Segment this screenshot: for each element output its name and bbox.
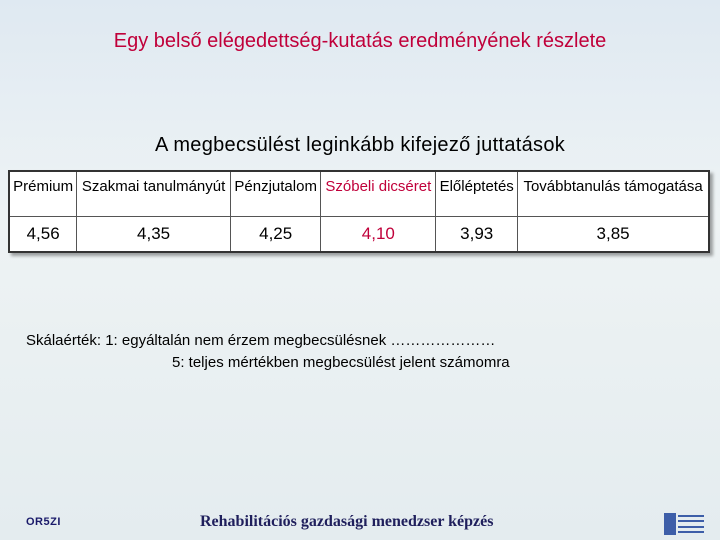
table-subtitle: A megbecsülést leginkább kifejező juttatások xyxy=(154,134,566,156)
header-cell: Szakmai tanulmányút xyxy=(77,171,231,217)
scale-legend xyxy=(26,332,510,371)
value-cell: 3,85 xyxy=(518,217,709,253)
footer-text: Rehabilitációs gazdasági menedzser képzés xyxy=(200,513,494,530)
value-cell: 3,93 xyxy=(436,217,518,253)
value-cell: 4,56 xyxy=(9,217,77,253)
logo-block xyxy=(664,513,676,535)
header-cell: Prémium xyxy=(9,171,77,217)
header-cell: Előléptetés xyxy=(436,171,518,217)
header-cell: Szóbeli dicséret xyxy=(321,171,436,217)
header-cell: Továbbtanulás támogatása xyxy=(518,171,709,217)
table-header-row xyxy=(9,171,709,217)
scale-line-2: 5: teljes mértékben megbecsülést jelent számomra xyxy=(172,354,510,371)
scale-line-1: Skálaérték: 1: egyáltalán nem érzem megbecsülésnek ………………… xyxy=(26,332,496,349)
value-cell: 4,25 xyxy=(230,217,321,253)
results-table xyxy=(8,170,710,253)
logo-lines xyxy=(678,513,704,535)
orszi-logo: OR5ZI xyxy=(26,516,61,528)
header-cell: Pénzjutalom xyxy=(230,171,321,217)
value-cell: 4,10 xyxy=(321,217,436,253)
table-values-row xyxy=(9,217,709,253)
slide-title: Egy belső elégedettség-kutatás eredményének részlete xyxy=(113,30,607,52)
partner-logo-icon xyxy=(664,513,704,535)
value-cell: 4,35 xyxy=(77,217,231,253)
